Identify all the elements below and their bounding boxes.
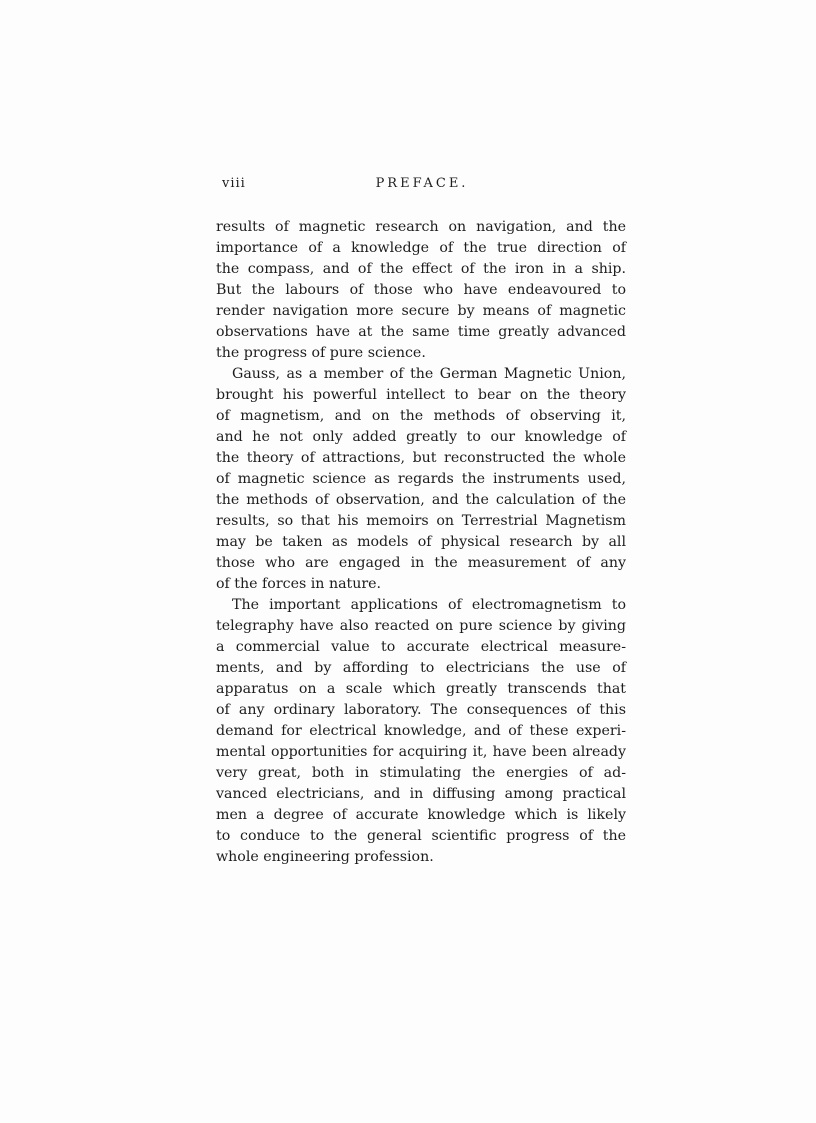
text-line: importance of a knowledge of the true direction of <box>216 240 626 256</box>
page-header <box>220 176 624 198</box>
text-line: of the forces in nature. <box>216 576 382 592</box>
text-line: to conduce to the general scientific progress of the <box>216 828 626 844</box>
text-line: mental opportunities for acquiring it, have been already <box>216 744 626 760</box>
text-line: the progress of pure science. <box>216 345 426 361</box>
text-line: of magnetic science as regards the instruments used, <box>216 471 626 487</box>
running-title: PREFACE. <box>375 176 469 191</box>
text-line: the theory of attractions, but reconstructed the whole <box>216 450 626 466</box>
text-line: men a degree of accurate knowledge which is likely <box>216 807 626 823</box>
text-line: brought his powerful intellect to bear on the theory <box>216 387 626 403</box>
text-line: observations have at the same time greatly advanced <box>216 324 626 340</box>
text-line: the methods of observation, and the calculation of the <box>216 492 626 508</box>
text-line: telegraphy have also reacted on pure science by giving <box>216 618 626 634</box>
text-line: whole engineering profession. <box>216 849 434 865</box>
paragraph-3 <box>216 595 626 868</box>
text-line: But the labours of those who have endeavoured to <box>216 282 626 298</box>
text-line: the compass, and of the effect of the iron in a ship. <box>216 261 626 277</box>
text-line: and he not only added greatly to our knowledge of <box>216 429 626 445</box>
text-line: demand for electrical knowledge, and of these experi- <box>216 723 626 739</box>
text-line: results of magnetic research on navigation, and the <box>216 219 626 235</box>
text-line: ments, and by affording to electricians the use of <box>216 660 626 676</box>
paragraph-2 <box>216 364 626 595</box>
paragraph-1 <box>216 217 626 364</box>
text-line: results, so that his memoirs on Terrestrial Magnetism <box>216 513 626 529</box>
text-line: very great, both in stimulating the energies of ad- <box>216 765 626 781</box>
text-line: vanced electricians, and in diffusing among practical <box>216 786 626 802</box>
text-line: render navigation more secure by means of magnetic <box>216 303 626 319</box>
text-line: of magnetism, and on the methods of observing it, <box>216 408 626 424</box>
page-number: viii <box>222 176 246 191</box>
text-line: apparatus on a scale which greatly transcends that <box>216 681 626 697</box>
body-text <box>216 217 626 868</box>
text-line: those who are engaged in the measurement of any <box>216 555 626 571</box>
text-line: Gauss, as a member of the German Magnetic Union, <box>232 366 626 382</box>
text-line: may be taken as models of physical research by all <box>216 534 626 550</box>
text-line: a commercial value to accurate electrical measure- <box>216 639 626 655</box>
text-line: of any ordinary laboratory. The consequences of this <box>216 702 626 718</box>
text-line: The important applications of electromagnetism to <box>232 597 626 613</box>
